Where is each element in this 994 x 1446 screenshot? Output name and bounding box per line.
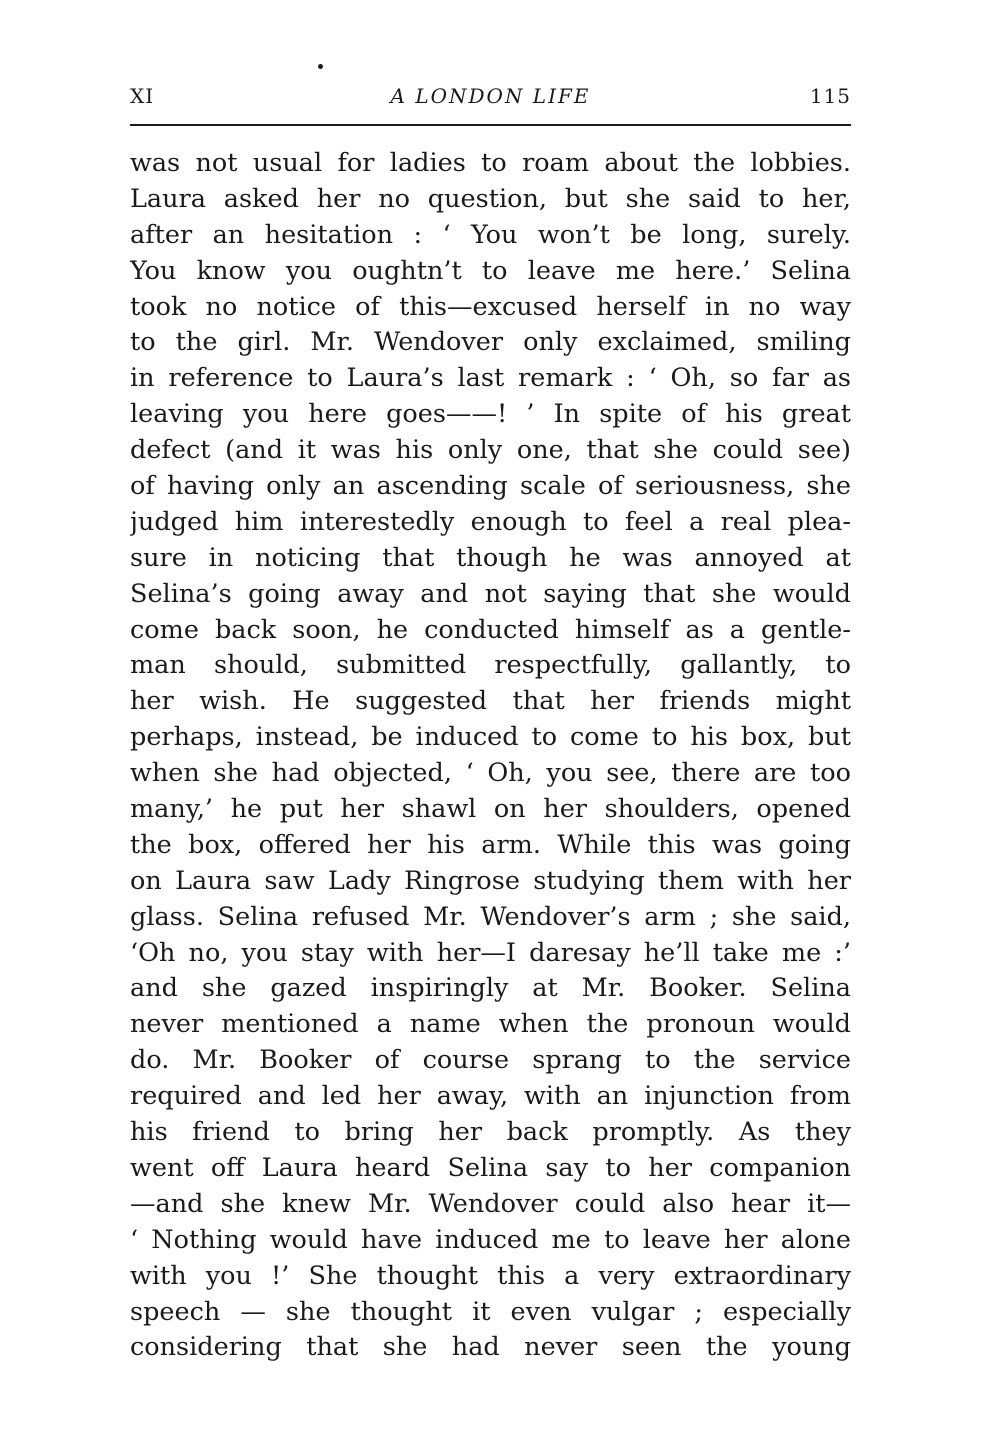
text-line: of having only an ascending scale of seriousness, she xyxy=(130,471,851,502)
text-line: ‘ Nothing would have induced me to leave her alone xyxy=(130,1224,851,1255)
page-number: 115 xyxy=(809,84,851,108)
text-line: —and she knew Mr. Wendover could also hear it— xyxy=(130,1188,851,1219)
body-text xyxy=(130,146,851,1366)
text-line: come back soon, he conducted himself as a gentle- xyxy=(130,614,851,645)
text-line: her wish. He suggested that her friends might xyxy=(130,686,851,717)
running-header xyxy=(130,84,851,118)
text-line: judged him interestedly enough to feel a real plea- xyxy=(130,506,851,537)
text-line: many,’ he put her shawl on her shoulders, opened xyxy=(130,794,851,825)
text-line: his friend to bring her back promptly. As they xyxy=(130,1117,851,1148)
text-line: ‘Oh no, you stay with her—I daresay he’ll take me :’ xyxy=(130,937,851,968)
running-title: A LONDON LIFE xyxy=(390,84,591,108)
text-line: You know you oughtn’t to leave me here.’ Selina xyxy=(130,255,851,286)
text-line: and she gazed inspiringly at Mr. Booker. Selina xyxy=(130,973,851,1004)
text-line: glass. Selina refused Mr. Wendover’s arm ; she said, xyxy=(130,901,851,932)
text-line: leaving you here goes——! ’ In spite of his great xyxy=(130,399,851,430)
text-line: with you !’ She thought this a very extraordinary xyxy=(130,1260,851,1291)
text-line: was not usual for ladies to roam about the lobbies. xyxy=(130,148,851,178)
chapter-number: XI xyxy=(130,84,155,108)
text-line: took no notice of this—excused herself in no way xyxy=(130,291,851,322)
text-line: required and led her away, with an injunction from xyxy=(130,1081,851,1112)
text-line: Selina’s going away and not saying that she would xyxy=(130,578,851,609)
text-line: after an hesitation : ‘ You won’t be long, surely. xyxy=(130,219,851,250)
text-line: man should, submitted respectfully, gallantly, to xyxy=(130,650,851,681)
text-line: went off Laura heard Selina say to her companion xyxy=(130,1152,851,1183)
text-line: on Laura saw Lady Ringrose studying them with her xyxy=(130,865,851,896)
text-line: do. Mr. Booker of course sprang to the service xyxy=(130,1045,851,1076)
header-rule xyxy=(130,124,851,126)
text-line: to the girl. Mr. Wendover only exclaimed, smiling xyxy=(130,327,851,358)
text-line: sure in noticing that though he was annoyed at xyxy=(130,542,851,573)
text-line: Laura asked her no question, but she said to her, xyxy=(130,183,851,214)
page-mark-dot xyxy=(318,64,323,69)
text-line: perhaps, instead, be induced to come to his box, but xyxy=(130,722,851,753)
text-line: when she had objected, ‘ Oh, you see, there are too xyxy=(130,758,851,789)
text-line: never mentioned a name when the pronoun would xyxy=(130,1009,851,1040)
text-line: the box, offered her his arm. While this was going xyxy=(130,829,851,860)
text-line: speech — she thought it even vulgar ; especially xyxy=(130,1296,851,1327)
text-line: defect (and it was his only one, that she could see) xyxy=(130,435,851,466)
text-line: in reference to Laura’s last remark : ‘ Oh, so far as xyxy=(130,363,851,394)
text-line: considering that she had never seen the young xyxy=(130,1332,851,1363)
